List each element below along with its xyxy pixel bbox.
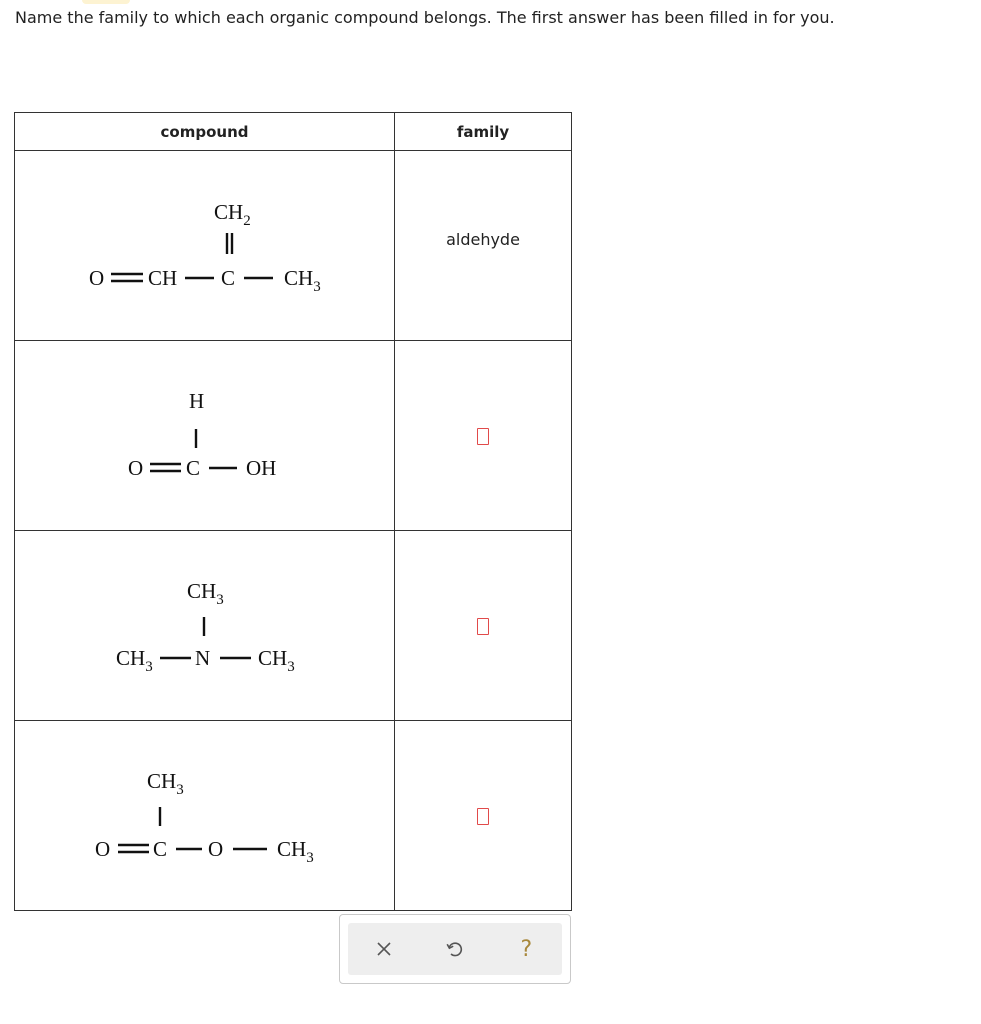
family-cell-4 — [395, 721, 572, 911]
clear-button[interactable] — [364, 929, 404, 969]
table-header-row — [15, 113, 572, 151]
atom-label: O — [208, 837, 224, 861]
decorative-tab — [82, 0, 130, 4]
atom-label: H — [189, 389, 205, 413]
toolbar-inner — [348, 923, 562, 975]
atom-label: $CH_3$ — [147, 769, 184, 798]
atom-label: $CH_3$ — [116, 646, 153, 675]
answer-input-box[interactable] — [477, 808, 489, 825]
x-icon — [376, 941, 392, 957]
compound-cell-2 — [15, 341, 395, 531]
atom-label: N — [195, 646, 211, 670]
answer-input-box[interactable] — [477, 618, 489, 635]
family-cell-3 — [395, 531, 572, 721]
structure-1 — [15, 151, 395, 340]
atom-label: $CH_3$ — [284, 266, 321, 295]
family-answer: aldehyde — [446, 230, 520, 249]
table-row — [15, 531, 572, 721]
family-cell-1 — [395, 151, 572, 341]
structure-3 — [15, 531, 395, 720]
atom-label: O — [89, 266, 105, 290]
atom-label: C — [186, 456, 201, 480]
header-compound: compound — [15, 113, 395, 151]
atom-label: C — [153, 837, 168, 861]
atom-label: C — [221, 266, 236, 290]
answer-toolbar — [339, 914, 571, 984]
atom-label: CH — [148, 266, 178, 290]
table-row — [15, 341, 572, 531]
table-row — [15, 151, 572, 341]
compound-cell-4 — [15, 721, 395, 911]
structure-4 — [15, 721, 395, 910]
atom-label: OH — [246, 456, 277, 480]
atom-label: O — [128, 456, 144, 480]
atom-label: $CH_2$ — [214, 200, 251, 229]
compound-family-table — [14, 112, 572, 911]
atom-label: $CH_3$ — [187, 579, 224, 608]
header-family: family — [395, 113, 572, 151]
atom-label: $CH_3$ — [258, 646, 295, 675]
undo-button[interactable] — [435, 929, 475, 969]
compound-cell-3 — [15, 531, 395, 721]
family-cell-2 — [395, 341, 572, 531]
table-row — [15, 721, 572, 911]
atom-label: O — [95, 837, 111, 861]
undo-icon — [445, 939, 465, 959]
question-mark-icon: ? — [520, 936, 533, 962]
help-button[interactable] — [506, 929, 546, 969]
atom-label: $CH_3$ — [277, 837, 314, 866]
compound-cell-1 — [15, 151, 395, 341]
instructions-text: Name the family to which each organic compound belongs. The first answer has been filled in for you. — [15, 8, 835, 27]
answer-input-box[interactable] — [477, 428, 489, 445]
structure-2 — [15, 341, 395, 530]
